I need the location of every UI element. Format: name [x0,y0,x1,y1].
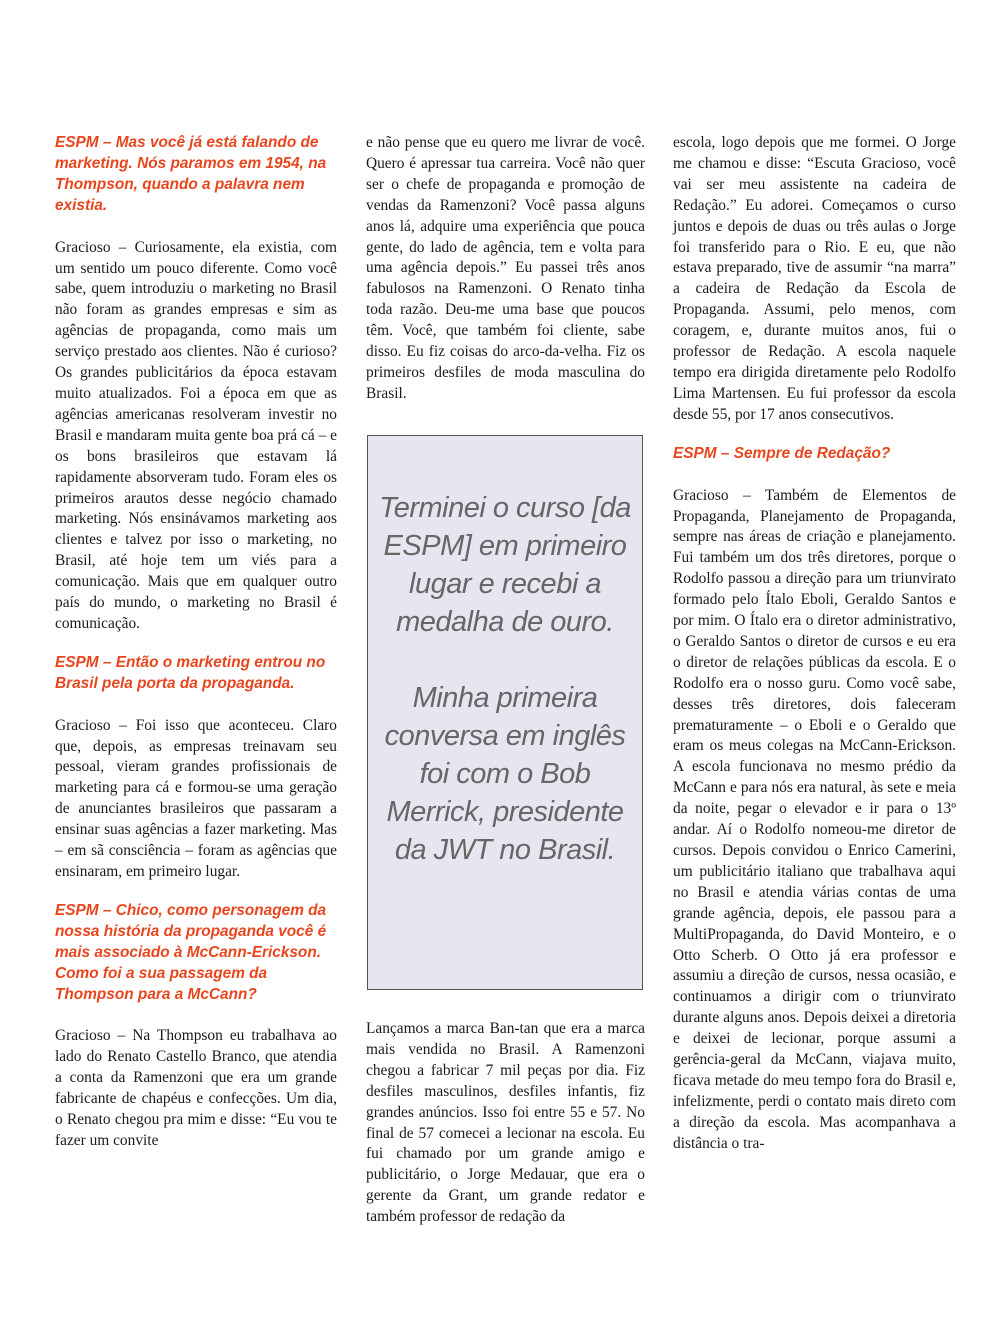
column-2-bottom [366,1019,645,1228]
answer-paragraph: Gracioso – Foi isso que aconteceu. Claro que, depois, as empresas treinavam seu pessoal, vieram grandes profissionais de marketing para cá e formou-se uma geração de anunciantes brasileiros que passaram a ensinar suas agências a fazer marketing. Mas – em sã consciência – foram as agências que ensinaram, em primeiro lugar. [55,716,337,880]
column-3 [673,133,956,1155]
column-2-top [366,133,645,405]
body-paragraph: e não pense que eu quero me livrar de você. Quero é apressar tua carreira. Você não quer ser o chefe de propaganda e promoção de vendas da Ramenzoni? Você passa alguns anos lá, adquire uma experiência que pouca gente, do lado de agência, tem e volta para uma agência depois.” Eu passei três anos fabulosos na Ramenzoni. O Renato tinha toda razão. Deu-me uma base que poucos têm. Você, que também foi cliente, sabe disso. Eu fiz coisas do arco-da-velha. Fiz os primeiros desfiles de moda masculina do Brasil. [366,134,645,402]
answer-paragraph: Gracioso – Na Thompson eu trabalhava ao lado do Renato Castello Branco, que atendia a conta da Ramenzoni que era um grande fabricante de chapéus e confecções. Um dia, o Renato chegou pra mim e disse: “Eu vou te fazer um convite [55,1027,337,1149]
answer-paragraph: escola, logo depois que me formei. O Jorge me chamou e disse: “Escuta Gracioso, você vai ser meu assistente na cadeira de Redação.” Eu adorei. Começamos o curso juntos e depois de duas ou três aulas o Jorge foi transferido para o Rio. E eu, que não estava preparado, tive de assumir “na marra” a cadeira de Redação da Escola de Propaganda. Assumi, pelo menos, com coragem, e, durante muitos anos, fui o professor de Redação. A escola naquele tempo era dirigida diretamente pelo Rodolfo Lima Martensen. Eu fui professor da escola desde 55, por 17 anos consecutivos. [673,134,956,423]
column-1 [55,133,337,1152]
question-heading: ESPM – Então o marketing entrou no Brasil pela porta da propaganda. [55,653,326,692]
pull-quote-box [367,435,643,990]
answer-paragraph: Gracioso – Curiosamente, ela existia, com um sentido um pouco diferente. Como você sabe, quem introduziu o marketing no Brasil não foram as grandes empresas e sim as agências de propaganda, como mais um serviço prestado aos clientes. Não é curioso? Os grandes publicitários da época estavam muito atualizados. Foi a época em que as agências americanas resolveram investir no Brasil e mandaram muita gente boa prá cá – e os bons brasileiros que estavam lá rapidamente absorveram tudo. Foram eles os primeiros arautos desse negócio chamado marketing. Nós ensinávamos marketing aos clientes e talvez por isso o marketing, no Brasil, até hoje tem um viés para a comunicação. Mais que em qualquer outro país do mundo, o marketing no Brasil é comunicação. [55,238,337,632]
question-heading: ESPM – Chico, como personagem da nossa história da propaganda você é mais associado à McCann-Erickson. Como foi a sua passagem da Thompson para a McCann? [55,901,327,1003]
pull-quote-text: Terminei o curso [da ESPM] em primeiro lugar e recebi a medalha de ouro. [379,492,631,638]
answer-paragraph: Gracioso – Também de Elementos de Propaganda, Planejamento de Propaganda, sempre nas áreas de criação e planejamento. Fui também um dos três diretores, porque o Rodolfo passou a direção para um triunvirato formado pelo Ítalo Eboli, Geraldo Santos e por mim. O Ítalo era o diretor administrativo, o Geraldo Santos o diretor de cursos e eu era o diretor de relações públicas da escola. E o Rodolfo era o nosso guru. Como você sabe, desses três diretores, dois faleceram prematuramente – o Eboli e o Geraldo que eram os meus colegas na McCann-Erickson. A escola funcionava no mesmo prédio da McCann e para nós era natural, às sete e meia da noite, pegar o elevador e ir para o 13º andar. Aí o Rodolfo nomeou-me diretor de cursos. Depois convidou o Enrico Camerini, um publicitário italiano que trabalhava aqui no Brasil e atendia várias contas de uma grande agência, depois, ele passou para a MultiPropaganda, do David Monteiro, e o Otto Scherb. O Otto já era professor e assumiu a direção de cursos, nessa ocasião, e continuamos a dirigir com o triunvirato durante alguns anos. Depois deixei a diretoria e deixei de lecionar, porque assumi a gerência-geral da McCann, viajava muito, ficava metade do meu tempo fora do Brasil e, infelizmente, perdi o contato mais direto com a direção da escola. Mas acompanhava a distância o tra- [673,486,956,1152]
question-heading: ESPM – Sempre de Redação? [673,444,891,462]
question-heading: ESPM – Mas você já está falando de marketing. Nós paramos em 1954, na Thompson, quando a palavra nem existia. [55,134,327,214]
body-paragraph: Lançamos a marca Ban-tan que era a marca mais vendida no Brasil. A Ramenzoni chegou a fabricar 7 mil peças por dia. Fiz desfiles masculinos, desfiles infantis, fiz grandes anúncios. Isso foi entre 55 e 57. No final de 57 comecei a lecionar na escola. Eu fui chamado por um grande amigo e publicitário, o Jorge Medauar, que era o gerente da Grant, um grande redator e também professor de redação da [366,1020,645,1226]
pull-quote-text: Minha primeira conversa em inglês foi com o Bob Merrick, presidente da JWT no Brasil. [384,682,626,866]
